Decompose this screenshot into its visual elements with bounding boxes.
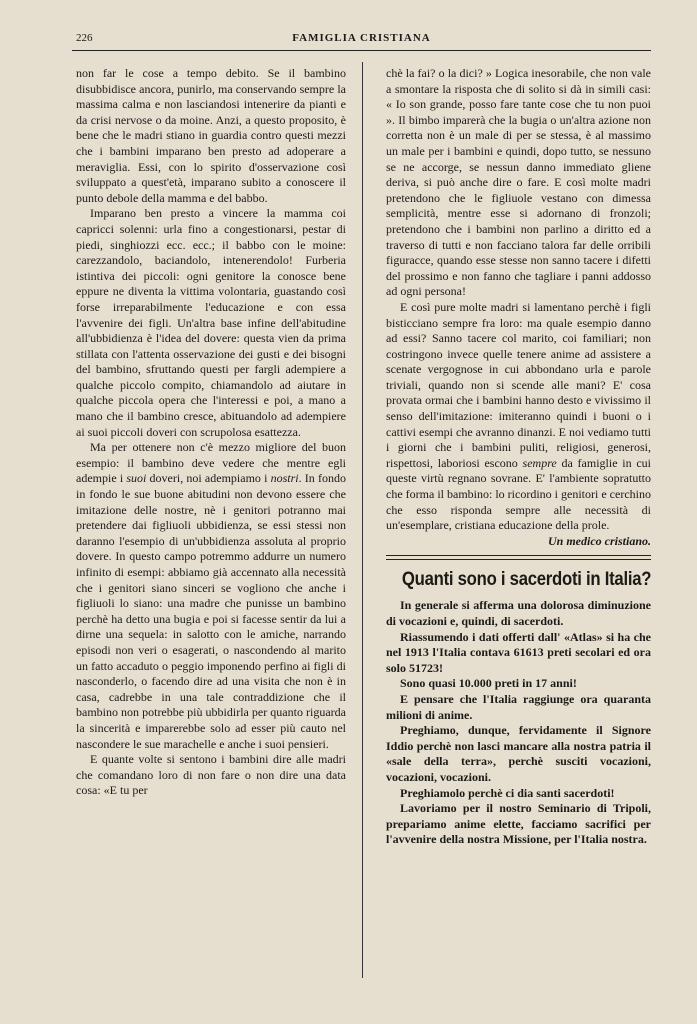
magazine-title: FAMIGLIA CRISTIANA — [292, 32, 431, 44]
paragraph: In generale si afferma una dolorosa diminuzione di vocazioni e, quindi, di sacerdoti. — [386, 598, 651, 628]
paragraph: Riassumendo i dati offerti dall' «Atlas» si ha che nel 1913 l'Italia contava 61613 preti secolari ed ora solo 51723! — [386, 629, 651, 675]
paragraph: non far le cose a tempo debito. Se il bambino disubbidisce ancora, punirlo, ma conservando sempre la massima calma e non lasciandosi intenerire da pianti e da crisi nervose o da moine. Anzi, a questo proposito, è bene che le madri stiano in guardia contro questi mezzi che i bambini imparano ben presto ad adoperare a meraviglia. Essi, con lo spirito d'osservazione così sviluppato a quest'età, imparano subito a conoscere il punto debole della mamma e del babbo. — [76, 66, 346, 205]
paragraph: E così pure molte madri si lamentano perchè i figli bisticciano sempre fra loro: ma quale esempio danno ad essi? Sanno tacere col marito, coi familiari; non costringono invece quelle tenere anime ad assistere a scenate vergognose in cui abbondano urla e parole triviali, quando non si scende alle mani? E' cosa provata ormai che i bambini hanno desto e vivissimo il senso dell'imitazione: imiteranno quindi i buoni o i cattivi esempi che avranno dinanzi. E noi vediamo tutti i giorni che i bambini puliti, religiosi, generosi, rispettosi, laboriosi escono sempre da famiglie in cui queste virtù regnano sovrane. E' l'ambiente sopratutto che forma il bambino: lo ricordino i genitori e cerchino che esso risponda sempre alle necessità di un'esemplare, cristiana educazione della prole. — [386, 299, 651, 533]
section-rule — [386, 555, 651, 560]
left-column — [76, 66, 346, 799]
paragraph: Imparano ben presto a vincere la mamma coi capricci solenni: urla fino a congestionarsi, pestar di piedi, singhiozzi ecc. ecc.; il babbo con le moine: carezzandolo, baciandolo, intenerendolo! Furberia istintiva dei piccoli: ogni genitore la conosce bene eppure ne diventa la vittima volontaria, guastando così forse irreparabilmente l'educazione e con essa l'avvenire dei figli. Un'altra base infine dell'abitudine all'ubbidienza è l'idea del dovere: questa vien da prima stillata con l'attenta osservazione dei gusti e dei bisogni del bambino, sfruttando questi per fargli adempiere a qualche piccolo compito, chiamandolo ad aiutare in qualche piccola opera che l'interessi e poi, a mano a mano che il bambino cresce, abituandolo ad adempiere ai suoi piccoli doveri con scrupolosa esattezza. — [76, 206, 346, 439]
sidebar-heading: Quanti sono i sacerdoti in Italia? — [401, 569, 652, 591]
italic-word: suoi — [126, 471, 147, 486]
paragraph: E pensare che l'Italia raggiunge ora quaranta milioni di anime. — [386, 691, 651, 722]
article-signature: Un medico cristiano. — [547, 533, 651, 548]
italic-word: nostri — [270, 471, 299, 486]
paragraph: Lavoriamo per il nostro Seminario di Tripoli, prepariamo anime elette, facciamo sacrifici per l'avvenire della nostra Missione, per l'Italia nostra. — [386, 801, 651, 847]
page-header — [72, 30, 651, 51]
paragraph: E quante volte si sentono i bambini dire alle madri che comandano loro di non fare o non dire una data cosa: «E tu per — [76, 752, 346, 798]
paragraph: Sono quasi 10.000 preti in 17 anni! — [400, 676, 577, 691]
paragraph: Preghiamolo perchè ci dia santi sacerdoti! — [400, 785, 615, 800]
sidebar-article — [386, 568, 651, 848]
right-column — [386, 66, 651, 848]
italic-word: sempre — [522, 455, 557, 470]
paragraph: Ma per ottenere non c'è mezzo migliore del buon esempio: il bambino deve vedere che mentre egli adempie i suoi doveri, noi adempiamo i nostri. In fondo in fondo le sue buone abitudini non devono essere che imitazione delle nostre, nè i genitori potranno mai pretendere dai figliuoli ubbidienza, se essi stessi non daranno l'esempio di un'ubbidienza assoluta al proprio dovere. In questo campo potremmo addurre un numero infinito di esempi: abbiamo già accennato alla necessità che i genitori siano sinceri se vogliono che anche i figliuoli lo siano: una madre che punisse un bambino perchè ha detto una bugia e poi si facesse sentir da lui a dirne una sequela: in salotto con le amiche, narrando episodi non veri o esagerati, o nascondendo al marito un fatto accaduto o peggio imponendo perfino ai figli di nasconderlo, o facendo dire ad una visita che non è in casa, cadrebbe in una tale contraddizione che il bambino non potrebbe più ubbidirla per quanto riguarda la sincerità e imparerebbe solo ad esser più cauto nel nascondere le sue marachelle e anche i suoi pensieri. — [76, 440, 346, 751]
column-divider — [362, 62, 363, 978]
paragraph: chè la fai? o la dici? » Logica inesorabile, che non vale a smontare la risposta che di solito si dà in simili casi: « Io son grande, posso fare tante cose che tu non puoi ». Il bimbo imparerà che la bugia o un'altra azione non corretta non è un male di per se stessa, è al massimo un male per i bambini e quindi, dopo tutto, se nessuno se ne accorge, se nessun danno immediato gliene deriva, si può anche dire o fare. E così molte madri pretendono che le figliuole vestano con dimessa semplicità, mentre esse si adornano di fronzoli; pretendono che i bambini non parlino a diritto ed a traverso di tutti e non facciano talora far delle orribili figuracce, quando esse stesse non sanno tacere i difetti del prossimo e non fanno che tagliare i panni addosso ad ogni persona! — [386, 66, 651, 299]
page-number: 226 — [76, 32, 93, 44]
paragraph: Preghiamo, dunque, fervidamente il Signore Iddio perchè non lasci mancare alla nostra patria il «sale della terra», perchè susciti vocazioni, vocazioni, vocazioni. — [386, 723, 651, 784]
